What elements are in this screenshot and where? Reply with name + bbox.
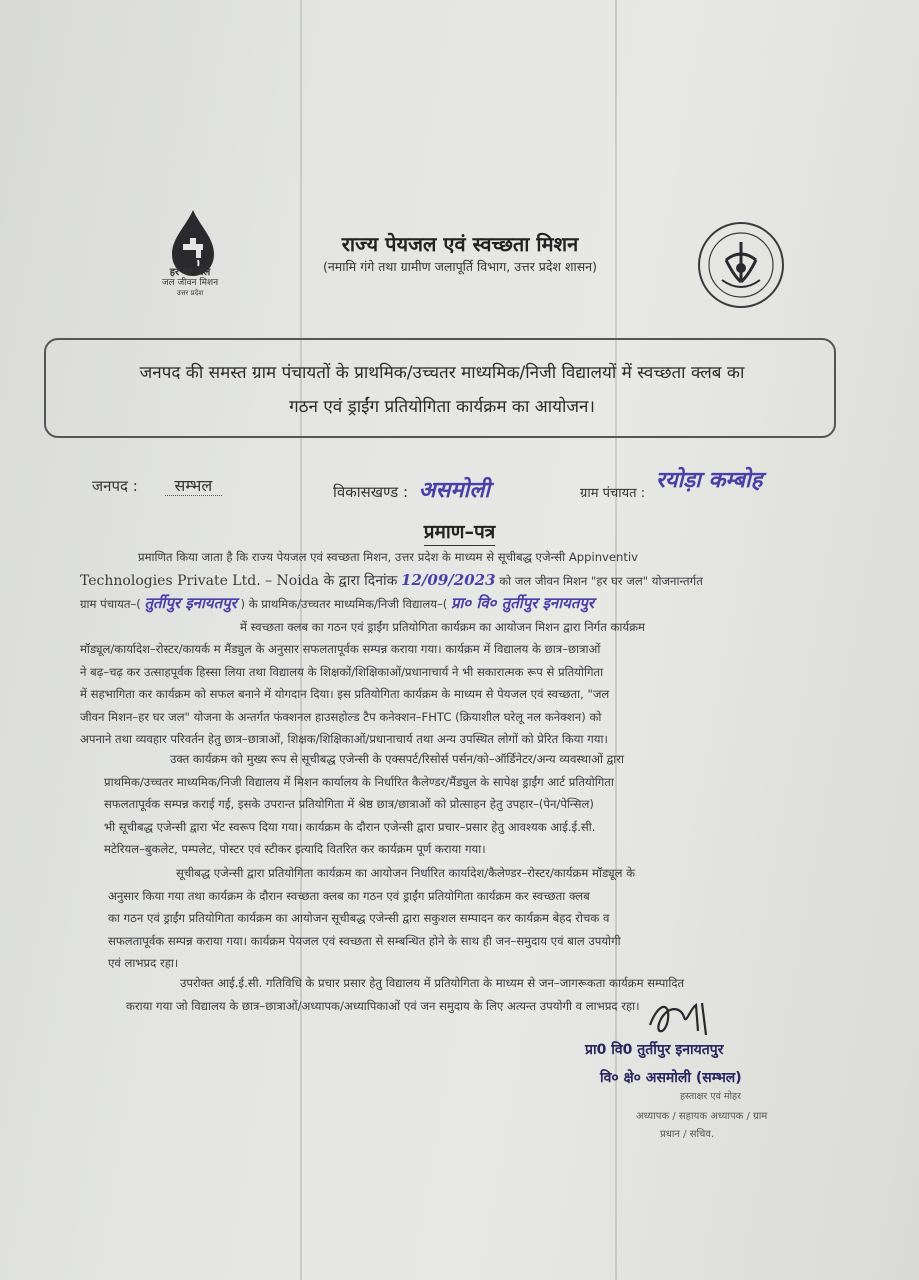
paragraph-3 xyxy=(80,862,850,975)
paragraph-1 xyxy=(80,546,850,751)
signatory-designation: अध्यापक / सहायक अध्यापक / ग्राम xyxy=(636,1111,768,1122)
event-date: 12/09/2023 xyxy=(401,570,496,589)
panchayat-label: ग्राम पंचायत : xyxy=(580,486,646,501)
p2-line-5: मटेरियल–बुकलेट, पम्पलेट, पोस्टर एवं स्टीकर इत्यादि वितरित कर कार्यक्रम पूर्ण कराया गया। xyxy=(104,842,486,856)
certificate-title xyxy=(0,518,919,544)
subject-banner xyxy=(44,338,836,438)
school-handwritten: प्रा० वि० तुर्तीपुर इनायतपुर xyxy=(451,594,595,612)
left-logo-title: हर घर जल xyxy=(169,267,211,278)
p1-line-5: मॉड्यूल/कार्यादेश–रोस्टर/कायर्क म मैंड्युल के अनुसार सफलतापूर्वक सम्पन्न कराया गया। कार्यक्रम में विद्यालय के छात्र–छात्राओं xyxy=(80,642,601,656)
p1-line-3 xyxy=(80,592,850,616)
p1-line-2 xyxy=(80,569,850,593)
district-value: सम्भल xyxy=(165,476,223,496)
panchayat-value: रयोड़ा कम्बोह xyxy=(655,467,763,493)
p1-line-1: प्रमाणित किया जाता है कि राज्य पेयजल एवं स्वच्छता मिशन, उत्तर प्रदेश के माध्यम से सूचीबद्ध एजेन्सी Appinventiv xyxy=(138,550,639,564)
p1-line-8: जीवन मिशन–हर घर जल" योजना के अन्तर्गत फंक्शनल हाउसहोल्ड टैप कनेक्शन–FHTC (क्रियाशील घरेलू नल कनेक्शन) को xyxy=(80,709,602,724)
agency-name: Technologies Private Ltd. – Noida के द्वारा दिनांक xyxy=(80,572,398,589)
signature-caption: हस्ताक्षर एवं मोहर xyxy=(680,1091,741,1102)
p3-line-4: सफलतापूर्वक सम्पन्न कराया गया। कार्यक्रम पेयजल एवं स्वच्छता से सम्बन्धित होने के साथ ही जन–समुदाय एवं बाल उपयोगी xyxy=(108,933,621,948)
up-government-seal-icon xyxy=(696,220,786,310)
p1-line-3-prefix: ग्राम पंचायत–( xyxy=(80,597,141,611)
mission-subtitle: (नमामि गंगे तथा ग्रामीण जलापूर्ति विभाग, उत्तर प्रदेश शासन) xyxy=(322,259,597,274)
p4-line-2: कराया गया जो विद्यालय के छात्र–छात्राओं/अध्यापक/अध्यापिकाओं एवं जन समुदाय के लिए अत्यन्त उपयोगी व लाभप्रद रहा। xyxy=(126,998,640,1013)
left-logo-subtitle: जल जीवन मिशन xyxy=(161,278,219,288)
p1-line-3-middle: ) के प्राथमिक/उच्चतर माध्यमिक/निजी विद्यालय–( xyxy=(240,597,448,611)
p2-line-1: उक्त कार्यक्रम को मुख्य रूप से सूचीबद्ध एजेन्सी के एक्सपर्ट/रिसोर्स पर्सन/को–ऑर्डिनेटर/अन्य व्यवस्थाओं द्वारा xyxy=(170,752,625,766)
handwritten-signature-icon xyxy=(640,995,720,1043)
p3-line-5: एवं लाभप्रद रहा। xyxy=(108,956,179,970)
banner-line-1: जनपद की समस्त ग्राम पंचायतों के प्राथमिक/उच्चतर माध्यमिक/निजी विद्यालयों में स्वच्छता क्लब का xyxy=(139,363,745,383)
panchayat-handwritten: तुर्तीपुर इनायतपुर xyxy=(144,594,237,612)
left-logo-caption xyxy=(140,268,240,298)
p2-line-4: भी सूचीबद्ध एजेन्सी द्वारा भेंट स्वरूप दिया गया। कार्यक्रम के दौरान एजेन्सी द्वारा प्रचार–प्रसार हेतु आवश्यक आई.ई.सी. xyxy=(104,819,596,834)
district-label: जनपद : xyxy=(92,477,138,495)
p2-line-2: प्राथमिक/उच्चतर माध्यमिक/निजी विद्यालय में मिशन कार्यालय के निर्धारित कैलेण्डर/मैंड्युल के सापेक्ष ड्राईंग आर्ट प्रतियोगिता xyxy=(104,774,614,789)
certificate-title-text: प्रमाण–पत्र xyxy=(424,521,496,546)
p4-line-1: उपरोक्त आई.ई.सी. गतिविधि के प्रचार प्रसार हेतु विद्यालय में प्रतियोगिता के माध्यम से जन–जागरूकता कार्यक्रम सम्पादित xyxy=(180,976,685,990)
panchayat-field xyxy=(580,467,763,504)
stamp-block-name: वि० क्षे० असमोली (सम्भल) xyxy=(600,1070,742,1086)
p1-line-4: में स्वच्छता क्लब का गठन एवं ड्राईंग प्रतियोगिता कार्यक्रम का आयोजन मिशन द्वारा निर्गत कार्यक्रम xyxy=(240,619,645,634)
p3-line-3: का गठन एवं ड्राईंग प्रतियोगिता कार्यक्रम का आयोजन सूचीबद्ध एजेन्सी द्वारा सकुशल सम्पादन कर कार्यक्रम बेहद रोचक व xyxy=(108,911,610,925)
p1-line-2-rest: को जल जीवन मिशन "हर घर जल" योजनान्तर्गत xyxy=(499,573,703,588)
p3-line-1: सूचीबद्ध एजेन्सी द्वारा प्रतियोगिता कार्यक्रम का आयोजन निर्धारित कार्यादेश/कैलेण्डर–रोस्टर/कार्यक्रम मॉड्यूल के xyxy=(176,866,636,880)
paragraph-4 xyxy=(80,972,850,1017)
p1-line-7: में सहभागिता कर कार्यक्रम को सफल बनाने में योगदान दिया। इस प्रतियोगिता कार्यक्रम के माध्यम से पेयजल एवं स्वच्छता, "जल xyxy=(80,687,610,701)
p1-line-9: अपनाने तथा व्यवहार परिवर्तन हेतु छात्र–छात्राओं, शिक्षक/शिक्षिकाओं/प्रधानाचार्य तथा अन्य उपस्थित लोगों को प्रेरित किया गया। xyxy=(80,732,608,746)
stamp-school-name: प्रा0 वि0 तुर्तीपुर इनायतपुर xyxy=(585,1042,724,1058)
block-label: विकासखण्ड : xyxy=(333,483,409,501)
mission-title: राज्य पेयजल एवं स्वच्छता मिशन xyxy=(341,232,579,256)
p1-line-6: ने बढ़–चढ़ कर उत्साहपूर्वक हिस्सा लिया तथा विद्यालय के शिक्षकों/शिक्षिकाओं/प्रधानाचार्य ने भी सकारात्मक रूप से प्रतियोगिता xyxy=(80,664,604,679)
block-field xyxy=(333,474,490,504)
paragraph-2 xyxy=(80,748,850,861)
p2-line-3: सफलतापूर्वक सम्पन्न कराई गई, इसके उपरान्त प्रतियोगिता में श्रेष्ठ छात्र/छात्राओं को प्रोत्साहन हेतु उपहार–(पेन/पेन्सिल) xyxy=(104,797,594,811)
district-field xyxy=(92,474,222,496)
banner-line-2: गठन एवं ड्राईंग प्रतियोगिता कार्यक्रम का आयोजन। xyxy=(289,397,595,417)
block-value: असमोली xyxy=(418,477,490,503)
p3-line-2: अनुसार किया गया तथा कार्यक्रम के दौरान स्वच्छता क्लब का गठन एवं ड्राईंग प्रतियोगिता कार्यक्रम कर स्वच्छता क्लब xyxy=(108,888,590,903)
left-logo-subtitle-2: उत्तर प्रदेश xyxy=(176,289,204,297)
signatory-designation-2: प्रधान / सचिव. xyxy=(660,1129,715,1140)
